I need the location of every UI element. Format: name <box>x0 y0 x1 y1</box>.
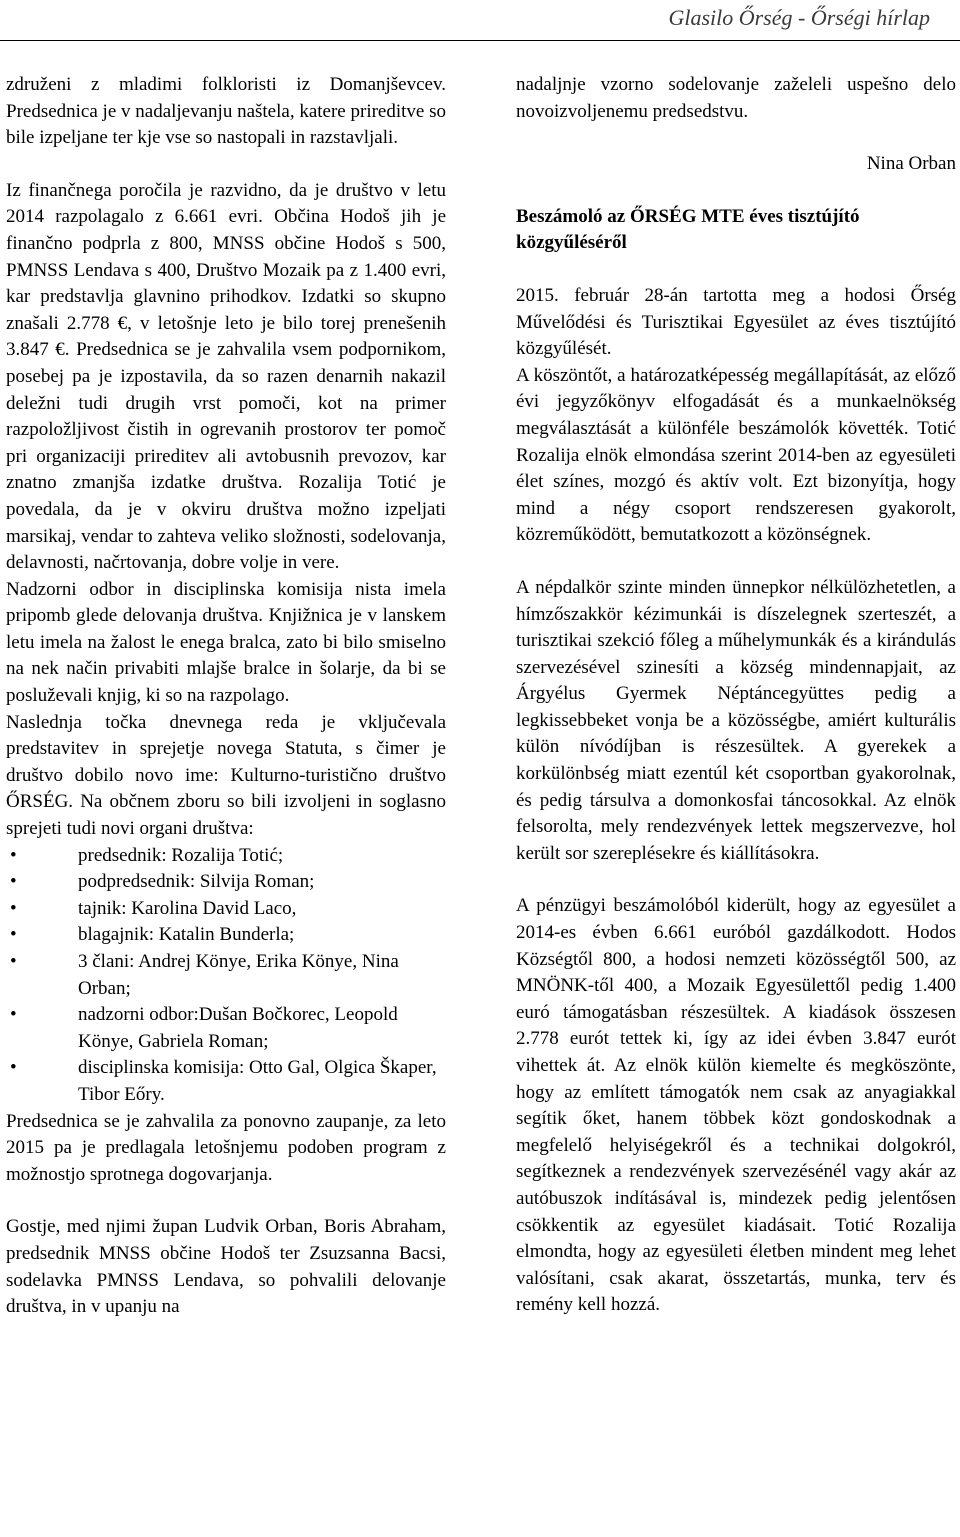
right-paragraph-5: A pénzügyi beszámolóból kiderült, hogy az egyesület a 2014-es évben 6.661 euróból gazdálkodott. Hodos Községtől 800, a hodosi nemzeti közösségtől 500, az MNÖNK-től 400, a Mozaik Egyesülettől pedig 1.400 euró támogatásban részesültek. A kiadások összesen 2.778 eurót tettek ki, így az idei évben 3.847 eurót vihettek át. Az elnök külön kiemelte és megköszönte, hogy az említett támogatók nem csak az anyagiakkal segítik őket, hanem többek közt gondoskodnak a megfelelő helyiségekről és a technikai dolgokról, segítkeznek a rendezvények szervezésénél vagy akár az autóbuszok indításával is, mindezek pedig jelentősen csökkentik az egyesület kiadásait. Totić Rozalija elmondta, hogy az egyesületi életben mindent meg lehet valósítani, csak akarat, összetartás, munka, terv és remény kell hozzá. <box>516 895 956 1316</box>
left-paragraph-1: združeni z mladimi folkloristi iz Domanjševcev. Predsednica je v nadaljevanju naštela, katere prireditve so bile izpeljane ter kje vse so nastopali in razstavljali. <box>6 74 446 149</box>
list-item: • blagajnik: Katalin Bunderla; <box>10 924 295 946</box>
right-paragraph-3: A köszöntőt, a határozatképesség megállapítását, az előző évi jegyzőkönyv elfogadását és a munkaelnökség megválasztását a különféle beszámolók követték. Totić Rozalija elnök elmondása szerint 2014-ben az egyesületi élet színes, mozgó és aktív volt. Ezt bizonyítja, hogy mind a négy csoport rendszeresen gyakorolt, közreműködött, bemutatkozott a közönségnek. <box>516 364 956 546</box>
left-paragraph-6: Gostje, med njimi župan Ludvik Orban, Boris Abraham, predsednik MNSS občine Hodoš ter Zsuzsanna Bacsi, sodelavka PMNSS Lendava, so pohvalili delovanje društva, in v upanju na <box>6 1216 446 1318</box>
left-paragraph-4: Naslednja točka dnevnega reda je vključevala predstavitev in sprejetje novega Statuta, s čimer je društvo dobilo novo ime: Kulturno-turistično društvo ŐRSÉG. Na občnem zboru so bili izvoljeni in soglasno sprejeti tudi novi organi društva: <box>6 711 446 840</box>
list-item: • tajnik: Karolina David Laco, <box>10 897 297 919</box>
left-paragraph-5: Predsednica se je zahvalila za ponovno zaupanje, za leto 2015 pa je predlagala letošnjemu podoben program z možnostjo sprotnega dogovarjanja. <box>6 1110 446 1185</box>
list-item: • disciplinska komisija: Otto Gal, Olgica Škaper, Tibor Eőry. <box>10 1057 437 1105</box>
right-column <box>516 72 956 1319</box>
article-heading: Beszámoló az ŐRSÉG MTE éves tisztújító közgyűléséről <box>516 205 860 254</box>
list-item: • predsednik: Rozalija Totić; <box>10 844 284 866</box>
right-paragraph-2: 2015. február 28-án tartotta meg a hodosi Őrség Művelődési és Turisztikai Egyesület az éves tisztújító közgyűlését. <box>516 284 956 360</box>
left-column <box>6 72 446 1321</box>
publication-title: Glasilo Őrség - Őrségi hírlap <box>668 5 930 30</box>
right-paragraph-4: A népdalkör szinte minden ünnepkor nélkülözhetetlen, a hímzőszakkör kézimunkái is díszelegnek szerteszét, a turisztikai szekció főleg a műhelymunkák és a kirándulás szervezésével szinesíti a község mindennapjait, az Árgyélus Gyermek Néptáncegyüttes pedig a legkissebbeket vonja be a közösségbe, amiért kulturális külön nívódíjban is részesültek. A gyerekek a korkülönbség miatt ezentúl két csoportban gyakorolnak, és pedig társulva a domonkosfai táncosokkal. Az elnök felsorolta, mely rendezvények lettek megszervezve, hol került sor szereplésekre és kiállításokra. <box>516 576 956 864</box>
list-item: • nadzorni odbor:Dušan Bočkorec, Leopold Könye, Gabriela Roman; <box>10 1004 398 1052</box>
left-paragraph-3: Nadzorni odbor in disciplinska komisija nista imela pripomb glede delovanja društva. Knjižnica je v lanskem letu imela na žalost le enega bralca, zato bi bilo smiselno na nek način privabiti mlajše bralce in šolarje, da bi se posluževali knjig, ki so na razpolago. <box>6 578 446 707</box>
organs-list <box>6 843 446 1109</box>
right-paragraph-1: nadaljnje vzorno sodelovanje zaželeli uspešno delo novoizvoljenemu predsedstvu. <box>516 74 956 122</box>
list-item: • 3 člani: Andrej Könye, Erika Könye, Nina Orban; <box>10 951 399 999</box>
left-paragraph-2: Iz finančnega poročila je razvidno, da je društvo v letu 2014 razpolagalo z 6.661 evri. Občina Hodoš jih je finančno podprla z 800, MNSS občine Hodoš s 500, PMNSS Lendava s 400, Društvo Mozaik pa z 1.400 evri, kar predstavlja glavnino prihodkov. Izdatki so skupno znašali 2.778 €, v letošnje leto je bilo torej prenešenih 3.847 €. Predsednica se je zahvalila vsem podpornikom, posebej pa je izpostavila, da so razen denarnih nakazil deležni tudi drugih vrst pomoči, kot na primer razpoložljivost čistih in ogrevanih prostorov ter pomoč pri organizaciji prireditev ali avtobusnih prevozov, kar znatno zmanjša izdatke društva. Rozalija Totić je povedala, da je v okviru društva možno izpeljati marsikaj, vendar to zahteva veliko složnosti, sodelovanja, delavnosti, načrtovanja, dobre volje in vere. <box>6 179 446 574</box>
page-header <box>0 0 960 41</box>
author-signature: Nina Orban <box>866 153 956 175</box>
list-item: • podpredsednik: Silvija Roman; <box>10 871 315 893</box>
